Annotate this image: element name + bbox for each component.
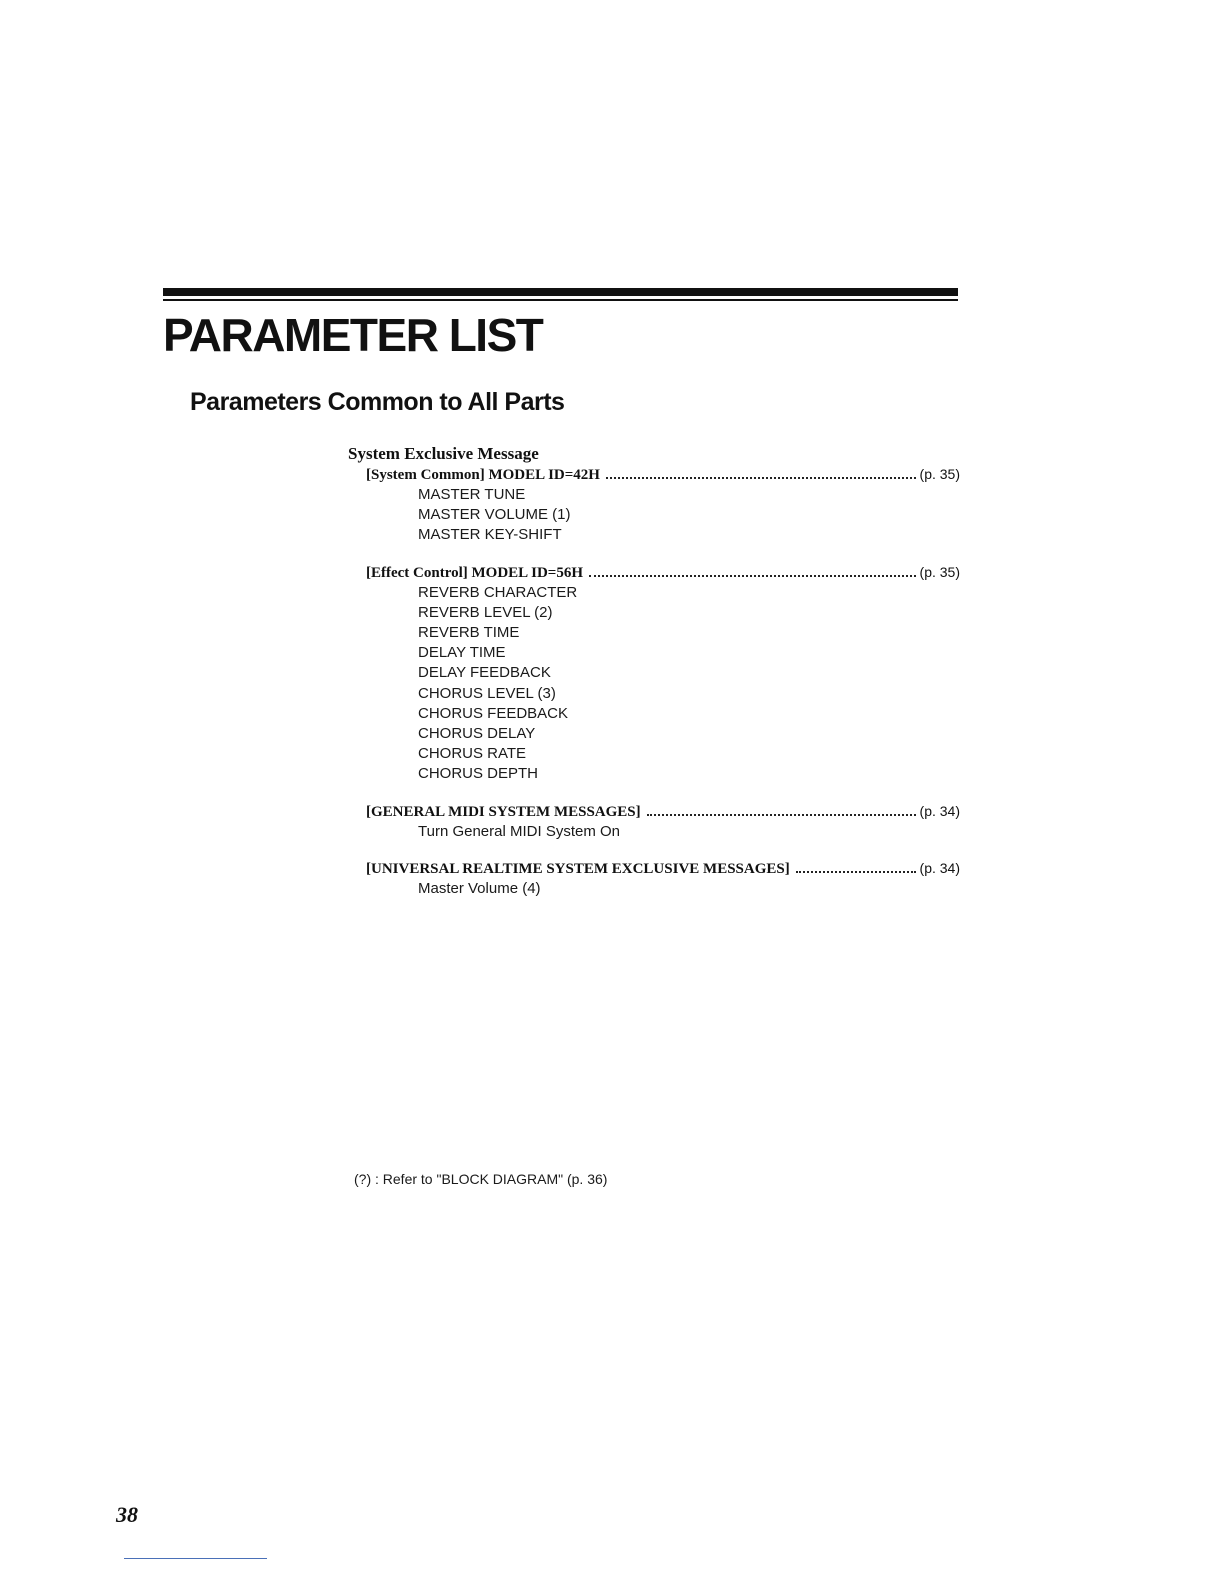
page-title: PARAMETER LIST: [163, 309, 543, 361]
page-reference: (p. 34): [919, 859, 960, 876]
group-universal-realtime: [348, 858, 960, 899]
list-item: MASTER VOLUME (1): [418, 506, 571, 524]
list-item: MASTER TUNE: [418, 486, 526, 503]
list-item: Turn General MIDI System On: [418, 822, 621, 840]
list-item: CHORUS RATE: [418, 745, 527, 763]
group-effect-control: [348, 562, 960, 785]
parameter-items: [348, 485, 960, 546]
page-subtitle: Parameters Common to All Parts: [190, 388, 565, 416]
dot-leader: [589, 575, 916, 577]
list-item: CHORUS DELAY: [418, 725, 536, 743]
group-header: [366, 801, 960, 822]
title-rule-thick: [163, 288, 958, 296]
list-item: CHORUS FEEDBACK: [418, 704, 569, 722]
list-item: CHORUS DEPTH: [418, 765, 539, 783]
list-item: CHORUS LEVEL (3): [418, 684, 556, 702]
parameter-items: [348, 822, 960, 842]
group-label: [System Common] MODEL ID=42H: [366, 467, 600, 483]
list-item: Master Volume (4): [418, 879, 541, 897]
page-reference: (p. 35): [919, 466, 960, 482]
list-item: DELAY FEEDBACK: [418, 664, 551, 682]
list-item: REVERB LEVEL (2): [418, 603, 553, 621]
title-rule-thin: [163, 299, 958, 301]
group-header: [366, 858, 960, 879]
list-item: DELAY TIME: [418, 644, 506, 662]
list-item: REVERB CHARACTER: [418, 583, 578, 601]
group-label: [Effect Control] MODEL ID=56H: [366, 564, 583, 581]
list-item: MASTER KEY-SHIFT: [418, 526, 562, 544]
group-general-midi: [348, 801, 960, 842]
group-system-common: [348, 464, 960, 546]
footnote: (?) : Refer to "BLOCK DIAGRAM" (p. 36): [354, 1171, 608, 1187]
dot-leader: [647, 814, 916, 816]
parameter-list: [348, 444, 960, 899]
dot-leader: [606, 477, 916, 479]
page-reference: (p. 34): [919, 802, 960, 819]
page-reference: (p. 35): [919, 563, 960, 580]
section-title: System Exclusive Message: [348, 444, 539, 463]
page-number: 38: [116, 1502, 138, 1527]
group-header: [366, 562, 960, 583]
list-item: REVERB TIME: [418, 624, 520, 642]
group-header: [366, 464, 960, 485]
group-label: [UNIVERSAL REALTIME SYSTEM EXCLUSIVE MESSAGES]: [366, 860, 790, 877]
dot-leader: [796, 871, 916, 873]
parameter-items: [348, 879, 960, 899]
group-label: [GENERAL MIDI SYSTEM MESSAGES]: [366, 803, 641, 820]
parameter-items: [348, 583, 960, 785]
bottom-edge-line: [124, 1558, 267, 1559]
